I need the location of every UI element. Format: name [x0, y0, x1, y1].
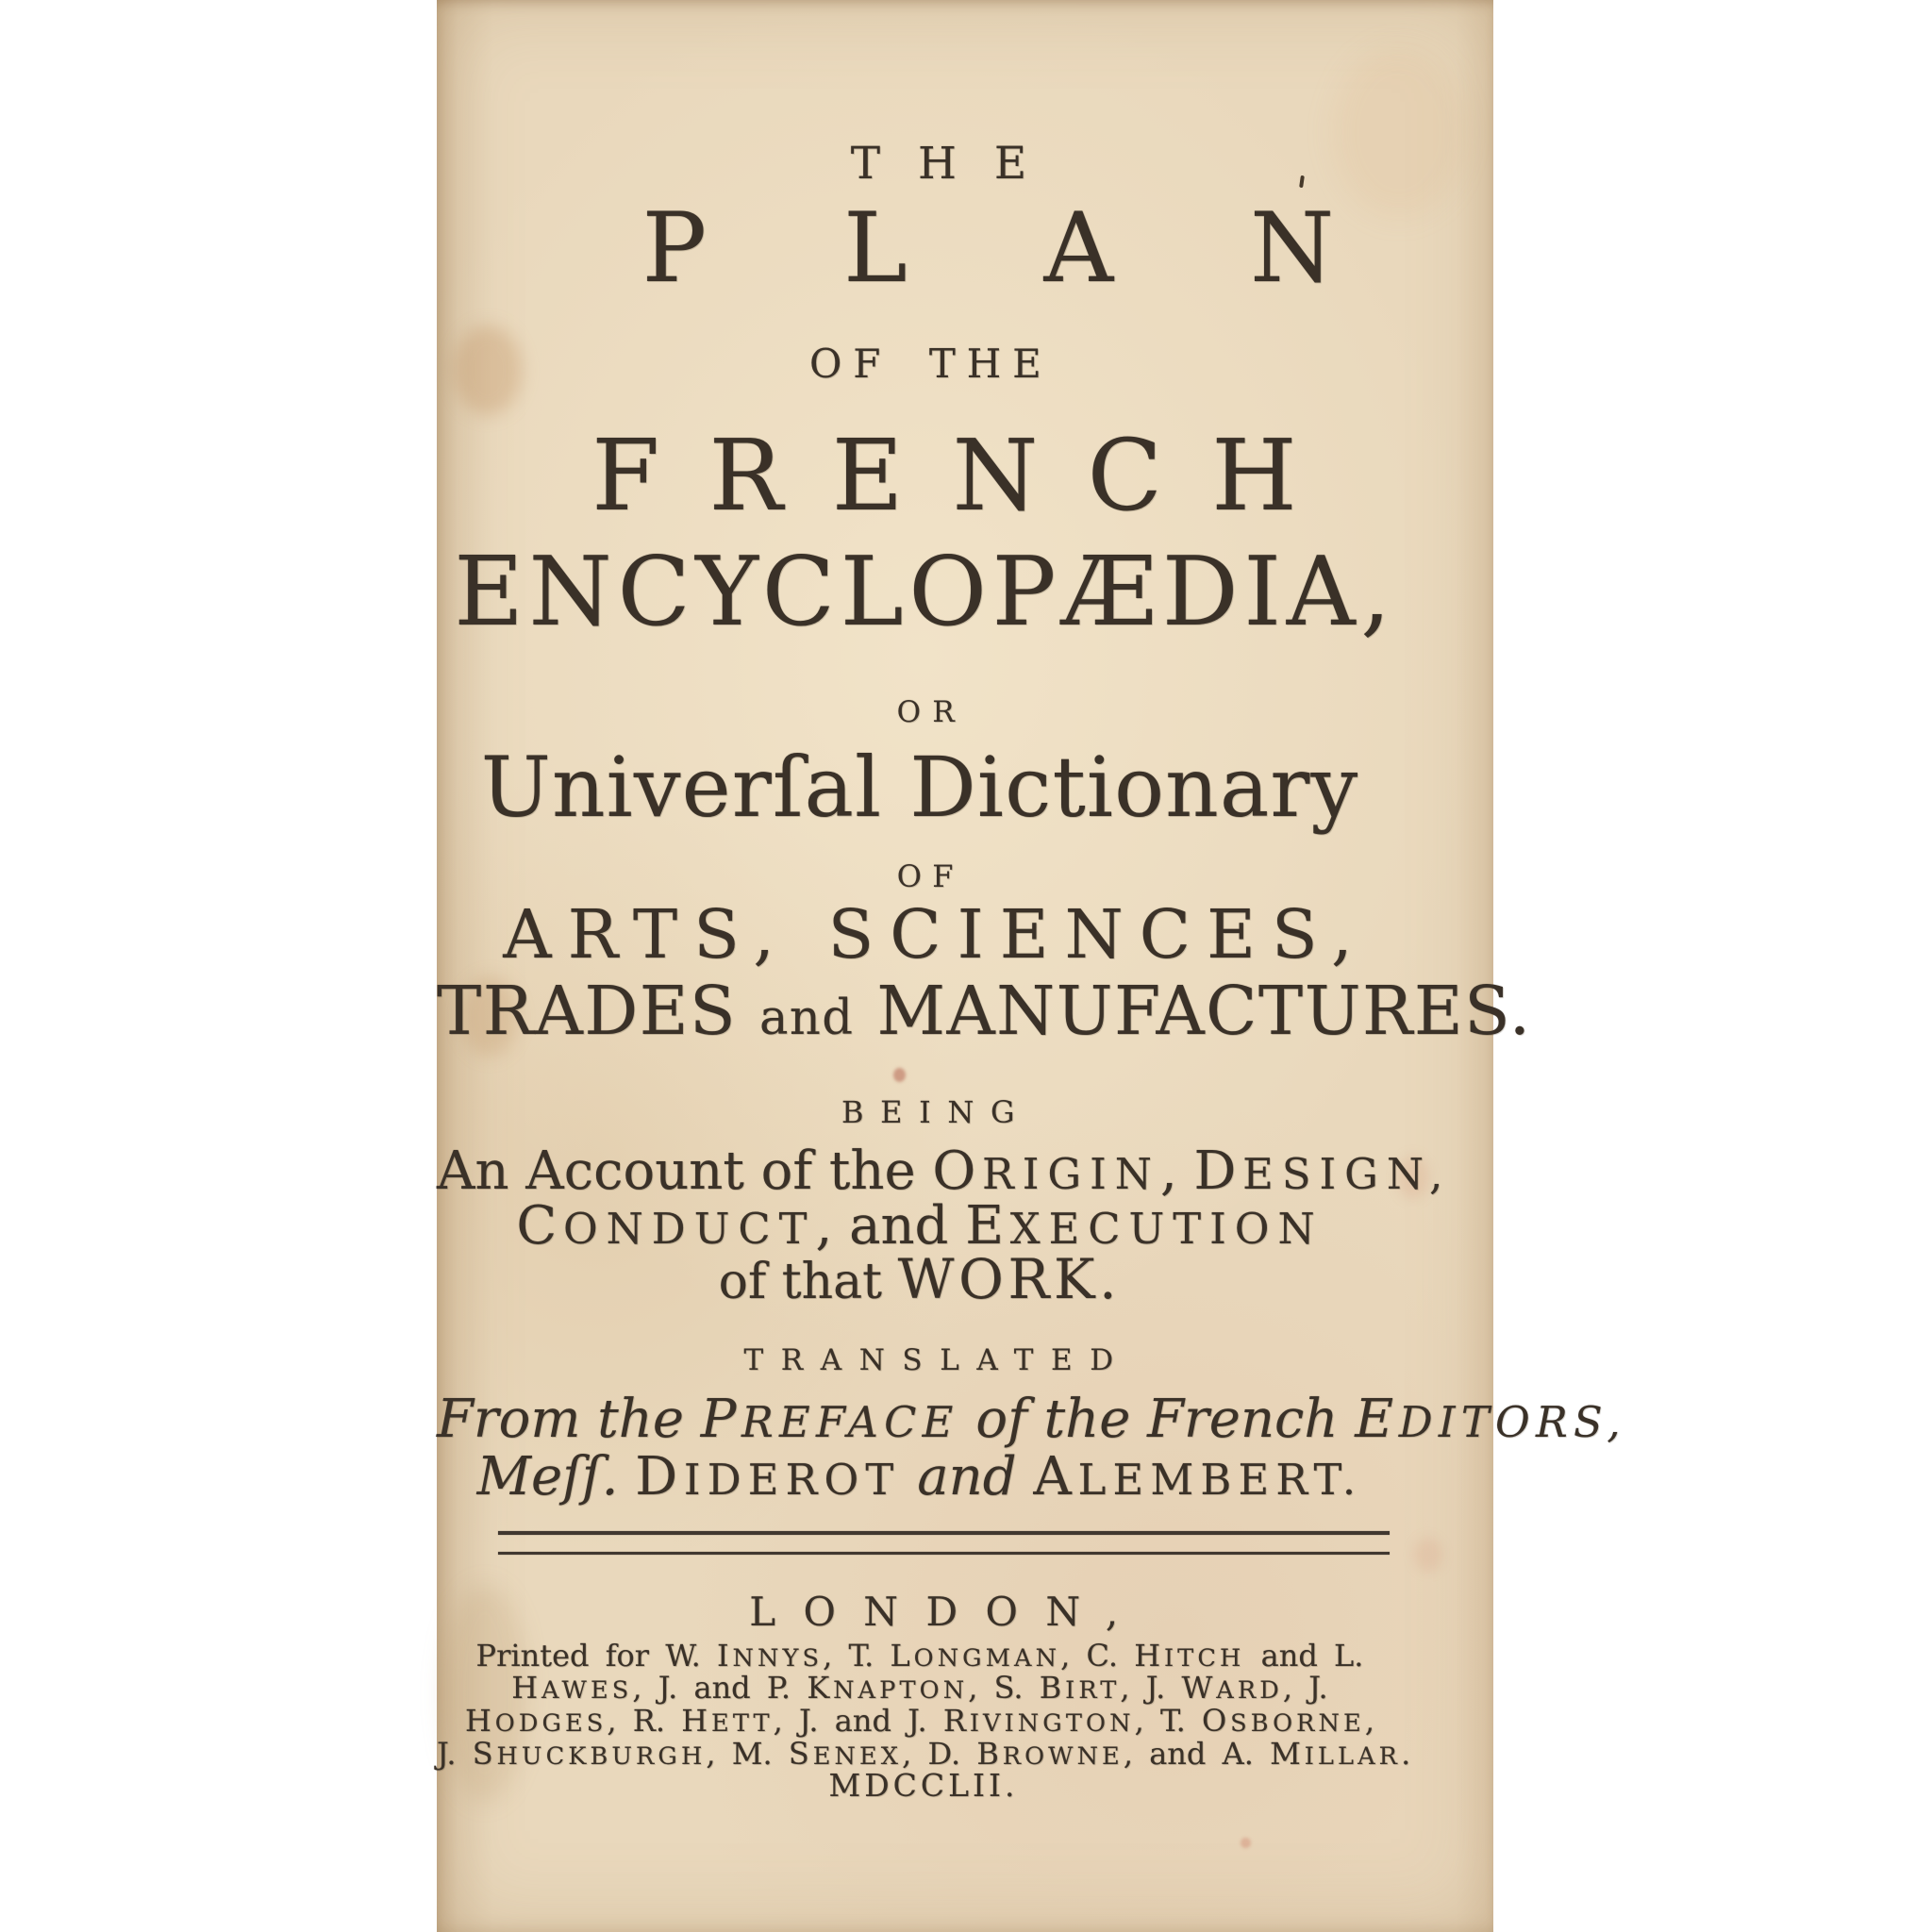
title-line-universal-dictionary: Univerſal Dictionary [480, 739, 1359, 836]
text-segment: IVINGTON [969, 1709, 1135, 1738]
text-segment: and L. [1244, 1638, 1364, 1674]
text-segment: , and A. [1123, 1736, 1271, 1772]
text-segment: A [1033, 1446, 1078, 1507]
text-segment: RIGIN [982, 1149, 1160, 1199]
text-segment: L [890, 1638, 914, 1674]
text-segment: I [717, 1638, 733, 1674]
title-line-arts-sciences: ARTS, SCIENCES, [503, 895, 1369, 974]
text-segment: , R. [607, 1703, 682, 1739]
text-segment: , M. [706, 1736, 789, 1772]
text-segment: H [465, 1703, 495, 1739]
text-segment: H [511, 1670, 542, 1706]
text-segment: An Account of the [437, 1141, 933, 1202]
text-segment: , J. [1282, 1670, 1328, 1706]
text-segment: S [788, 1736, 813, 1772]
text-segment: W [1181, 1670, 1217, 1706]
text-segment: REFACE [741, 1397, 959, 1447]
text-segment: and [759, 991, 855, 1046]
text-segment: ARD [1216, 1676, 1283, 1705]
text-segment: ITCH [1163, 1644, 1245, 1673]
text-segment: , [1159, 1141, 1194, 1202]
text-segment: J. [437, 1736, 473, 1772]
text-segment: Meſſ. [476, 1446, 636, 1507]
title-line-of-the: OF THE [809, 341, 1053, 387]
imprint-line-date-mdcclii: MDCCLII. [828, 1767, 1019, 1804]
text-segment: D [1193, 1141, 1243, 1202]
text-segment: H [1134, 1638, 1164, 1674]
title-line-french: FRENCH [591, 418, 1346, 533]
text-segment: IDEROT [683, 1455, 901, 1505]
imprint-line-publishers-1 [437, 1638, 1403, 1674]
text-segment: ETT [711, 1709, 774, 1738]
text-segment: SBORNE [1230, 1709, 1365, 1738]
text-segment: , J. and J. [773, 1703, 943, 1739]
text-segment: HUCKBURGH [496, 1742, 707, 1771]
text-segment: IRT [1065, 1676, 1121, 1705]
foxing-stain [1414, 1538, 1442, 1572]
text-segment: M [1270, 1736, 1305, 1772]
imprint-line-london: LONDON, [749, 1589, 1146, 1635]
text-segment: , and [815, 1195, 966, 1257]
title-line-encyclopaedia: ENCYCLOPÆDIA, [454, 536, 1396, 647]
text-segment: , S. [968, 1670, 1040, 1706]
imprint-line-publishers-3 [437, 1703, 1403, 1739]
text-segment: B [976, 1736, 1003, 1772]
text-segment: C [516, 1195, 563, 1257]
text-segment: , J. and P. [632, 1670, 808, 1706]
imprint-line-publishers-4 [437, 1736, 1411, 1772]
text-segment: ROWNE [1002, 1742, 1124, 1771]
text-segment: S [472, 1736, 497, 1772]
text-segment: XECUTION [1009, 1204, 1324, 1254]
text-segment: NAPTON [833, 1676, 969, 1705]
text-segment: MANUFACTURES. [854, 972, 1532, 1050]
text-segment: O [932, 1141, 983, 1202]
text-segment: O [1202, 1703, 1231, 1739]
text-segment: , D. [902, 1736, 977, 1772]
book-title-page [437, 0, 1626, 1932]
text-segment: D [635, 1446, 684, 1507]
text-segment: ODGES [494, 1709, 608, 1738]
text-segment: ENEX [812, 1742, 903, 1771]
text-segment: and [900, 1446, 1034, 1507]
text-segment: ILLAR [1304, 1742, 1402, 1771]
text-segment: AWES [541, 1676, 633, 1705]
text-segment: ESIGN, [1242, 1149, 1452, 1199]
text-segment: , [1364, 1703, 1374, 1739]
text-segment: LEMBERT. [1077, 1455, 1363, 1505]
text-segment: B [1039, 1670, 1066, 1706]
text-segment: , T. [823, 1638, 891, 1674]
text-segment: K [807, 1670, 834, 1706]
text-segment: ONDUCT [562, 1204, 816, 1254]
text-segment: of that [718, 1254, 898, 1310]
text-segment: . [1401, 1736, 1411, 1772]
imprint-block [437, 0, 1411, 1932]
imprint-line-publishers-2 [437, 1670, 1403, 1706]
text-segment: H [681, 1703, 712, 1739]
text-segment: TRADES [437, 972, 759, 1050]
title-line-or: OR [896, 695, 967, 729]
text-segment: P [700, 1389, 742, 1450]
text-segment: R [942, 1703, 970, 1739]
text-segment: E [965, 1195, 1010, 1257]
text-segment: , T. [1134, 1703, 1202, 1739]
subtitle-line-being: BEING [841, 1094, 1032, 1130]
text-segment: , C. [1060, 1638, 1135, 1674]
title-line-the: THE [850, 138, 1065, 190]
text-segment: NNYS [732, 1644, 824, 1673]
text-segment: E [1355, 1389, 1399, 1450]
title-line-of: OF [896, 858, 964, 894]
text-segment: WORK. [897, 1247, 1122, 1311]
text-segment: , J. [1120, 1670, 1182, 1706]
text-segment: Printed for W. [475, 1638, 717, 1674]
title-line-plan: PLAN [641, 192, 1472, 305]
text-segment: of the French [958, 1389, 1356, 1450]
text-segment: ONGMAN [913, 1644, 1061, 1673]
subtitle-line-translated: TRANSLATED [743, 1343, 1131, 1377]
text-segment: From the [437, 1389, 701, 1450]
text-segment: DITORS, [1398, 1397, 1626, 1447]
